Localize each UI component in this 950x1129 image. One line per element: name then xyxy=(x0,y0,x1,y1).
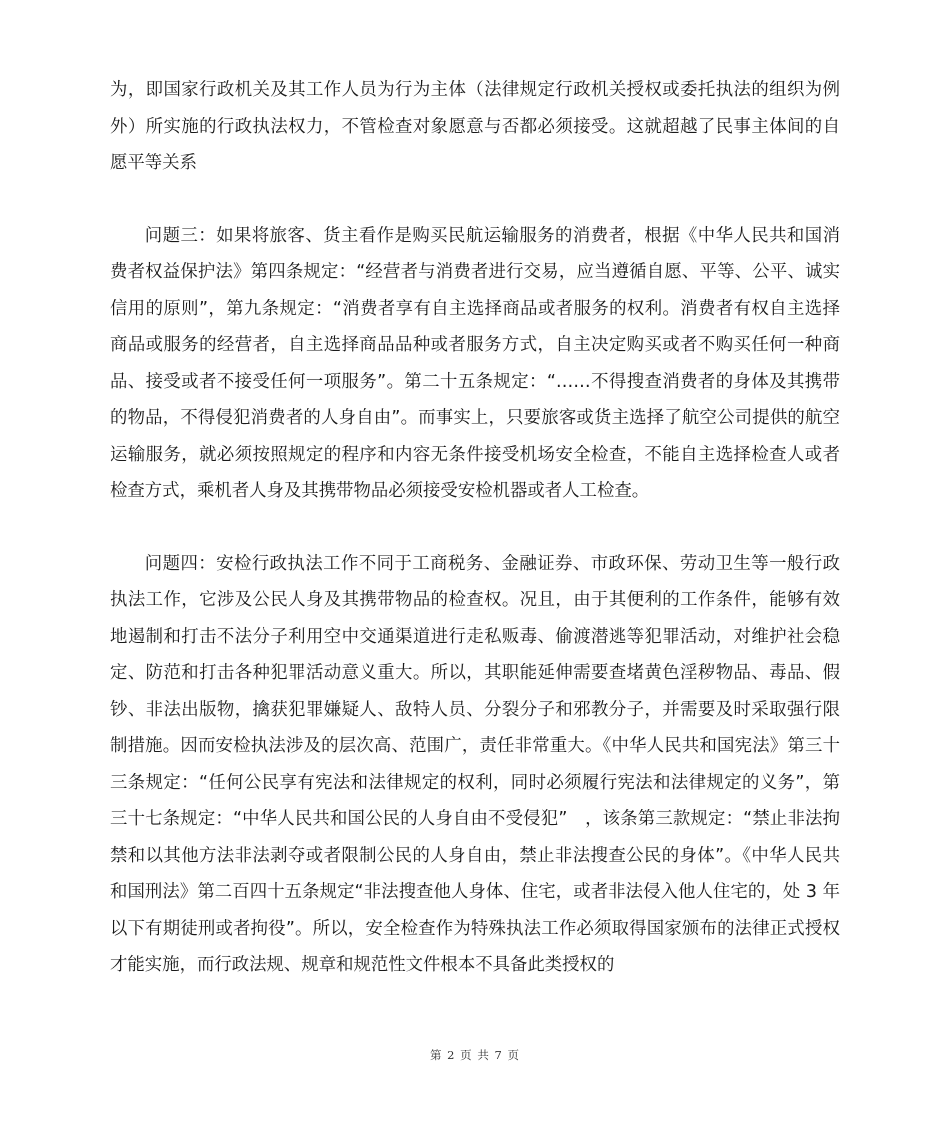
paragraph-continuation: 为，即国家行政机关及其工作人员为行为主体（法律规定行政机关授权或委托执法的组织为例外）所实施的行政执法权力，不管检查对象愿意与否都必须接受。这就超越了民事主体间的自愿平等关系 xyxy=(110,80,840,173)
paragraph-question-four: 问题四：安检行政执法工作不同于工商税务、金融证券、市政环保、劳动卫生等一般行政执法工作，它涉及公民人身及其携带物品的检查权。况且，由于其便利的工作条件，能够有效地遏制和打击不法分子利用空中交通渠道进行走私贩毒、偷渡潜逃等犯罪活动，对维护社会稳定、防范和打击各种犯罪活动意义重大。所以，其职能延伸需要查堵黄色淫秽物品、毒品、假钞、非法出版物，擒获犯罪嫌疑人、敌特人员、分裂分子和邪教分子，并需要及时采取强行限制措施。因而安检执法涉及的层次高、范围广，责任非常重大。《中华人民共和国宪法》第三十三条规定：“任何公民享有宪法和法律规定的权利，同时必须履行宪法和法律规定的义务”，第三十七条规定：“中华人民共和国公民的人身自由不受侵犯” ，该条第三款规定：“禁止非法拘禁和以其他方法非法剥夺或者限制公民的人身自由，禁止非法搜查公民的身体”。《中华人民共和国刑法》第二百四十五条规定“非法搜查他人身体、住宅，或者非法侵入他人住宅的，处 3 年以下有期徒刑或者拘役”。所以，安全检查作为特殊执法工作必须取得国家颁布的法律正式授权才能实施，而行政法规、规章和规范性文件根本不具备此类授权的 xyxy=(110,553,840,975)
page-footer: 第 2 页 共 7 页 xyxy=(430,1048,520,1062)
paragraph-question-three: 问题三：如果将旅客、货主看作是购买民航运输服务的消费者，根据《中华人民共和国消费者权益保护法》第四条规定：“经营者与消费者进行交易，应当遵循自愿、平等、公平、诚实信用的原则”，第九条规定：“消费者享有自主选择商品或者服务的权利。消费者有权自主选择商品或服务的经营者，自主选择商品品种或者服务方式，自主决定购买或者不购买任何一种商品、接受或者不接受任何一项服务”。第二十五条规定：“……不得搜查消费者的身体及其携带的物品，不得侵犯消费者的人身自由”。而事实上，只要旅客或货主选择了航空公司提供的航空运输服务，就必须按照规定的程序和内容无条件接受机场安全检查，不能自主选择检查人或者检查方式，乘机者人身及其携带物品必须接受安检机器或者人工检查。 xyxy=(110,225,840,501)
document-page xyxy=(110,72,840,984)
